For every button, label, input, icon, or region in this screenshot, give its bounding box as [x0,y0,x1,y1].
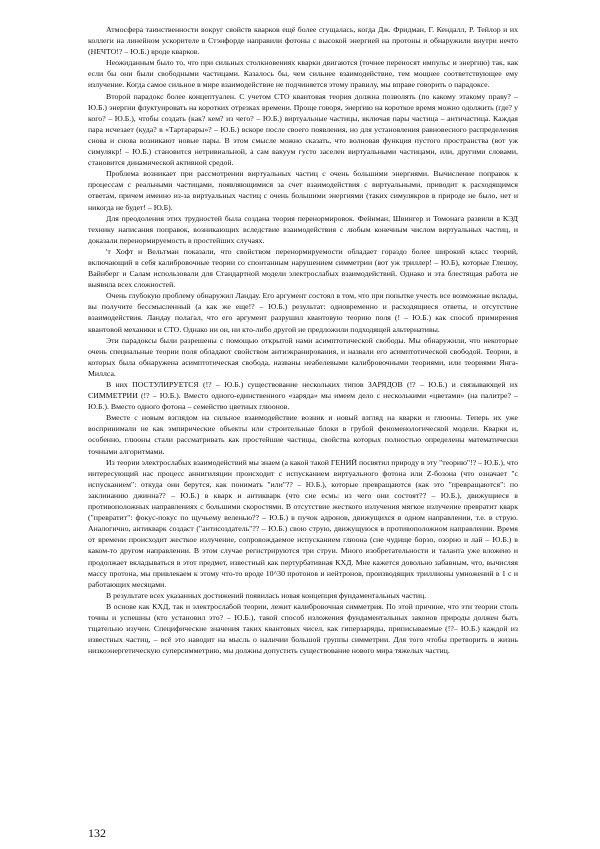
paragraph-8: Эти парадоксы были разрешены с помощью открытой нами асимптотической свободы. Мы обнаружили, что некоторые очень специальные теории поля обладают свойством антиэкранирования, и назвали его асимптотической свободой. Теории, в которых была обнаружена асимптотическая свобода, названы неабелевыми калибровочными теориями, или теориями Янга-Миллса. [88,335,518,378]
document-page [88,24,518,656]
paragraph-12: В результате всех указанных достижений появилась новая концепция фундаментальных частиц. [106,590,427,600]
paragraph-9: В них ПОСТУЛИРУЕТСЯ (!? – Ю.Б.) существование нескольких типов ЗАРЯДОВ (!? – Ю.Б.) и связывающей их СИММЕТРИИ (!? – Ю.Б.). Вместо одного-единственного «заряда» мы имеем дело с несколькими «цветами» (на палитре? – Ю.Б.). Вместо одного фотона – семейство цветных глюонов. [88,380,518,412]
page-number: 132 [88,826,106,840]
paragraph-11: Из теории электрослабых взаимодействий мы знаем (а какой такой ГЕНИЙ посвятил природу в эту "теорию"!? – Ю.Б.), что интересующий нас процесс аннигиляции происходит с испусканием виртуального фотона или Z-бозона (что означает "с испусканием": откуда они берутся, как понимать "или"?? – Ю.Б.), которые превращаются (как это "превращаются": по заклинанию джинна?? – Ю.Б.) в кварк и антикварк (что сие есмь: из чего они состоят?? – Ю.Б.), движущиеся в противоположных направлениях с большими скоростями. В отсутствие жесткого излучения мягкое излучение превратит кварк ("превратит": фокус-покус по щучьему веленью?? – Ю.Б.) в пучок адронов, движущихся в одном направлении, т.е. в струю. Аналогично, антикварк создаст ("антисоздатель"?? – Ю.Б.) свою струю, движущуюся в противоположном направлении. Время от времени происходит жесткое излучение, сопровождаемое испусканием глюона (сие чудище борзо, озорно и лай – Ю.Б.) в каком-то другом направлении. В этом случае регистрируются три струи. Много изобретательности и таланта уже вложено и продолжает вкладываться в этот предмет, известный как пертурбативная КХД. Мне кажется довольно забавным, что, вычисляя массу протона, мы привлекаем к этому что-то вроде 10^30 протонов и нейтронов, производящих триллионы умножений в 1 с и работающих месяцами. [88,457,518,589]
paragraph-4: Проблема возникает при рассмотрении виртуальных частиц с очень большими энергиями. Вычисление поправок к процессам с реальными частицами, появляющимися за счет взаимодействия с виртуальными, приводит к расходящимся ответам, причем именно из-за виртуальных частиц с очень большими энергиями (таких симулякров в природе не было, нет и никогда не будет! – Ю.Б). [88,169,518,212]
paragraph-7: Очень глубокую проблему обнаружил Ландау. Его аргумент состоял в том, что при попытке учесть все возможные вклады, вы получите бессмысленный (а как же еще!? – Ю.Б.) результат: одновременно и расходящиеся ответы, и отсутствие взаимодействия. Ландау полагал, что его аргумент разрушил квантовую теорию поля (! – Ю.Б.) как способ примирения квантовой механики и СТО. Однако ни он, ни кто-либо другой не предложили подходящей альтернативы. [88,291,518,334]
paragraph-2: Неожиданным было то, что при сильных столкновениях кварки двигаются (точнее переносят импульс и энергию) так, как если бы они были свободными частицами. Казалось бы, чем сильнее взаимодействие, тем мощнее соответствующее ему излучение. Когда самое сильное в мире взаимодействие не подчиняется этому правилу, мы вправе говорить о парадоксе. [88,58,518,90]
paragraph-6: 'т Хофт и Вельтман показали, что свойством перенормируемости обладает гораздо более широкий класс теорий, включающий в себя калибровочные теории со спонтанным нарушением симметрии (вот уж триллер! – Ю.Б), которые Глешоу, Вайнберг и Салам использовали для Стандартной модели электрослабых взаимодействий. Однако и эта блестящая работа не выявила всех сложностей. [88,246,518,290]
paragraph-1: Атмосфера таинственности вокруг свойств кварков ещё более сгущалась, когда Дж. Фридман, Г. Кендалл, Р. Тейлор и их коллеги на линейном ускорителе в Стэнфорде направили фотоны с высокой энергией на протоны и обнаружили внутри нечто (НЕЧТО!? – Ю.Б.) вроде кварков. [88,25,518,57]
paragraph-5: Для преодоления этих трудностей была создана теория перенормировок. Фейнман, Швингер и Томонага развили в КЭД технику написания поправок, возникающих вследствие взаимодействия с любым конечным числом виртуальных частиц, и доказали перенормируемость в простейших случаях. [88,213,518,245]
paragraph-13: В основе как КХД, так и электрослабой теории, лежит калибровочная симметрия. По этой причине, что эти теории столь точны и успешны (кто установил это? – Ю.Б.), такой способ изложения фундаментальных законов природы должен быть тщательно изучен. Специфические значения таких квантовых чисел, как гиперзаряды, приписываемые (!?– Ю.Б.) каждой из известных частиц, – всё это наводит на мысль о наличии большой группы симметрии. Для того чтобы претворить в жизнь низкоэнергетическую суперсимметрию, мы должны допустить существование нового мира тяжелых частиц. [88,601,518,656]
paragraph-3: Второй парадокс более концептуален. С учетом СТО квантовая теория должна позволять (по какому этакому праву? – Ю.Б.) энергии флуктуировать на коротких отрезках времени. Проще говоря, энергию на короткое время можно одолжить (где? у кого? – Ю.Б.), чтобы создать (как? кем? из чего? – Ю.Б.) виртуальные частицы, включая пары частица – античастица. Каждая пара исчезает (куда? в «Тартарары»? – Ю.Б.) вскоре после своего появления, но для установления равновесного распределения снова и снова возникают новые пары. В этом смысле можно сказать, что волновая функция пустого пространства (вот уж симулякр! – Ю.Б.) становится нетривиальной, а сам вакуум густо заселен виртуальными частицами, или, другими словами, становится динамической активной средой. [88,91,518,168]
paragraph-10: Вместе с новым взглядом на сильное взаимодействие возник и новый взгляд на кварки и глюоны. Теперь их уже воспринимали не как эмпирические объекты или строительные блоки в грубой феноменологической модели. Кварки и, особенно, глюоны стали рассматривать как простейшие частицы, свойства которых полностью определены математически точными алгоритмами. [88,413,518,456]
